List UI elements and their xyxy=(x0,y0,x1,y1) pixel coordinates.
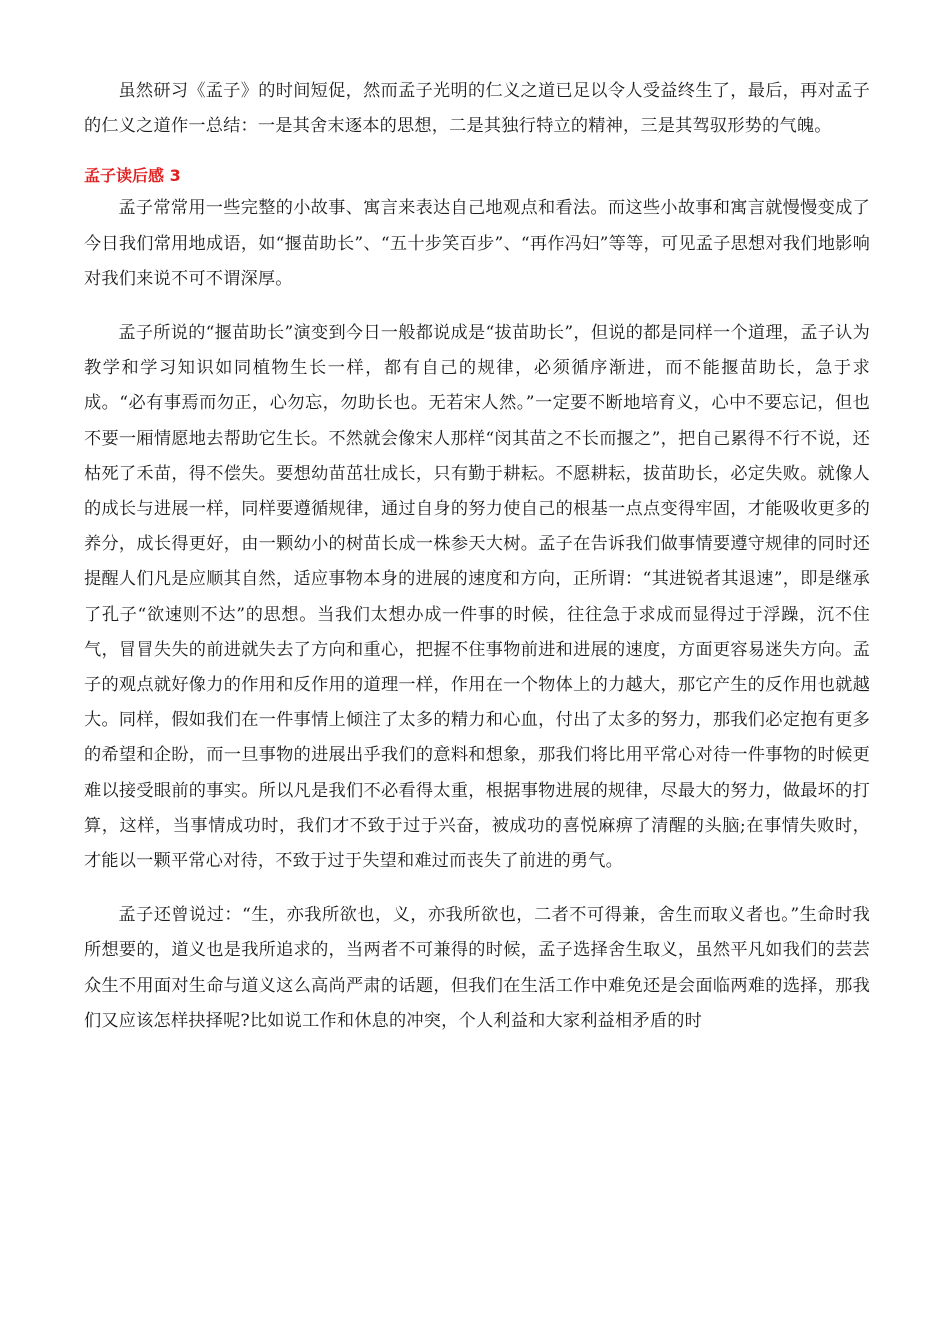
section-heading: 孟子读后感 3 xyxy=(84,166,181,186)
document-page xyxy=(84,74,870,1039)
paragraph-pulling-seedlings: 孟子所说的“揠苗助长”演变到今日一般都说成是“拔苗助长”，但说的都是同样一个道理，孟子认为教学和学习知识如同植物生长一样，都有自己的规律，必须循序渐进，而不能揠苗助长，急于求成。“必有事焉而勿正，心勿忘，勿助长也。无若宋人然。”一定要不断地培育义，心中不要忘记，但也不要一厢情愿地去帮助它生长。不然就会像宋人那样“闵其苗之不长而揠之”，把自己累得不行不说，还枯死了禾苗，得不偿失。要想幼苗茁壮成长，只有勤于耕耘。不愿耕耘，拔苗助长，必定失败。就像人的成长与进展一样，同样要遵循规律，通过自身的努力使自己的根基一点点变得牢固，才能吸收更多的养分，成长得更好，由一颗幼小的树苗长成一株参天大树。孟子在告诉我们做事情要遵守规律的同时还提醒人们凡是应顺其自然，适应事物本身的进展的速度和方向，正所谓：“其进锐者其退速”，即是继承了孔子“欲速则不达”的思想。当我们太想办成一件事的时候，往往急于求成而显得过于浮躁，沉不住气，冒冒失失的前进就失去了方向和重心，把握不住事物前进和进展的速度，方面更容易迷失方向。孟子的观点就好像力的作用和反作用的道理一样，作用在一个物体上的力越大，那它产生的反作用也就越大。同样，假如我们在一件事情上倾注了太多的精力和心血，付出了太多的努力，那我们必定抱有更多的希望和企盼，而一旦事物的进展出乎我们的意料和想象，那我们将比用平常心对待一件事物的时候更难以接受眼前的事实。所以凡是我们不必看得太重，根据事物进展的规律，尽最大的努力，做最坏的打算，这样，当事情成功时，我们才不致于过于兴奋，被成功的喜悦麻痹了清醒的头脑;在事情失败时，才能以一颗平常心对待，不致于过于失望和难过而丧失了前进的勇气。 xyxy=(84,323,870,872)
paragraph-idioms: 孟子常常用一些完整的小故事、寓言来表达自己地观点和看法。而这些小故事和寓言就慢慢变成了今日我们常用地成语，如“揠苗助长”、“五十步笑百步”、“再作冯妇”等等，可见孟子思想对我们地影响对我们来说不可不谓深厚。 xyxy=(84,198,870,289)
paragraph-life-and-righteousness: 孟子还曾说过：“生，亦我所欲也，义，亦我所欲也，二者不可得兼，舍生而取义者也。”生命时我所想要的，道义也是我所追求的，当两者不可兼得的时候，孟子选择舍生取义，虽然平凡如我们的芸芸众生不用面对生命与道义这么高尚严肃的话题，但我们在生活工作中难免还是会面临两难的选择，那我们又应该怎样抉择呢?比如说工作和休息的冲突，个人利益和大家利益相矛盾的时 xyxy=(84,905,870,1031)
paragraph-conclusion: 虽然研习《孟子》的时间短促，然而孟子光明的仁义之道已足以令人受益终生了，最后，再对孟子的仁义之道作一总结：一是其舍末逐本的思想，二是其独行特立的精神，三是其驾驭形势的气魄。 xyxy=(84,81,870,137)
